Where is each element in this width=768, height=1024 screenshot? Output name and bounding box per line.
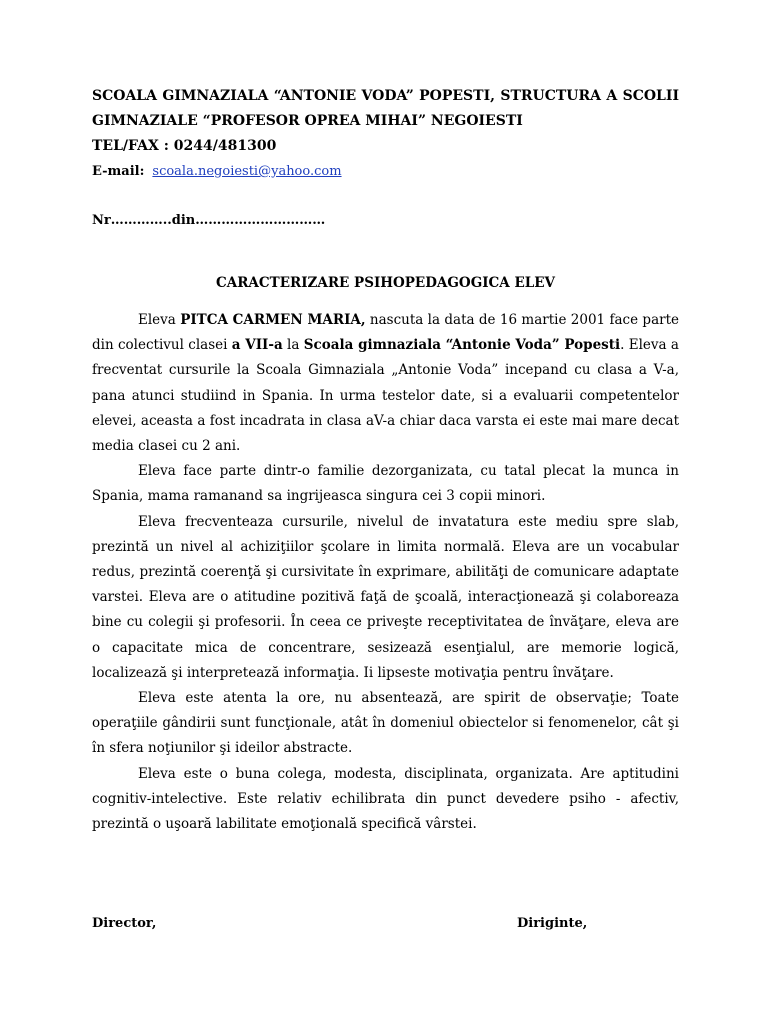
document-title: CARACTERIZARE PSIHOPEDAGOGICA ELEV <box>215 275 556 291</box>
paragraph-2: Eleva face parte dintr-o familie dezorganizata, cu tatal plecat la munca in Spania, mama ramanand sa ingrijeasca singura cei 3 copii minori. <box>92 463 679 505</box>
school-reference: Scoala gimnaziala “Antonie Voda” Popesti <box>303 337 621 354</box>
paragraph-1 <box>92 308 679 459</box>
email-line <box>92 159 679 184</box>
tel-fax-line: TEL/FAX : 0244/481300 <box>92 138 277 154</box>
document-body <box>92 308 679 837</box>
registration-number-line: Nr…………..din………………………… <box>92 213 326 228</box>
student-class: a VII-a <box>231 337 283 354</box>
diriginte-signature-label: Diriginte, <box>517 916 588 931</box>
paragraph-1-text-b: nascuta la data de 16 martie 2001 face parte din colectivul clasei <box>92 312 679 354</box>
school-name-line-1: SCOALA GIMNAZIALA “ANTONIE VODA” POPESTI, STRUCTURA A SCOLII <box>92 88 679 104</box>
paragraph-1-intro: Eleva <box>138 312 181 328</box>
email-link[interactable]: scoala.negoiesti@yahoo.com <box>152 164 342 179</box>
paragraph-1-text-c: la <box>282 337 304 354</box>
school-name-line-2: GIMNAZIALE “PROFESOR OPREA MIHAI” NEGOIESTI <box>92 113 523 129</box>
student-name: PITCA CARMEN MARIA, <box>180 312 366 328</box>
director-signature-label: Director, <box>92 916 157 931</box>
school-header <box>92 84 679 184</box>
paragraph-5: Eleva este o buna colega, modesta, disciplinata, organizata. Are aptitudini cognitiv-intelective. Este relativ echilibrata din punct devedere psiho - afectiv, prezintă o uşoară labilitate emoţională specifică vârstei. <box>92 765 679 833</box>
paragraph-4: Eleva este atenta la ore, nu absentează, are spirit de observaţie; Toate operaţiile gândirii sunt funcţionale, atât în domeniul obiectelor si fenomenelor, cât şi în sfera noţiunilor şi ideilor abstracte. <box>92 690 679 757</box>
email-label: E-mail: <box>92 164 145 179</box>
paragraph-3: Eleva frecventeaza cursurile, nivelul de invatatura este mediu spre slab, prezintă un nivel al achiziţiilor şcolare in limita normală. Eleva are un vocabular redus, prezintă coerenţă şi cursivitate în exprimare, abilităţi de comunicare adaptate varstei. Eleva are o atitudine pozitivă faţă de şcoală, interacţionează şi colaboreaza bine cu colegii şi profesorii. În ceea ce priveşte receptivitatea de învăţare, eleva are o capacitate mica de concentrare, sesizează esenţialul, are memorie logică, localizează şi interpretează informaţia. Ii lipseste motivaţia pentru învăţare. <box>92 513 679 681</box>
paragraph-1-text-d: . Eleva a frecventat cursurile la Scoala Gimnaziala „Antonie Voda” incepand cu clasa a V-a, pana atunci studiind in Spania. In urma testelor date, si a evaluarii competentelor elevei, aceasta a fost incadrata in clasa aV-a chiar daca varsta ei este mai mare decat media clasei cu 2 ani. <box>92 337 679 455</box>
